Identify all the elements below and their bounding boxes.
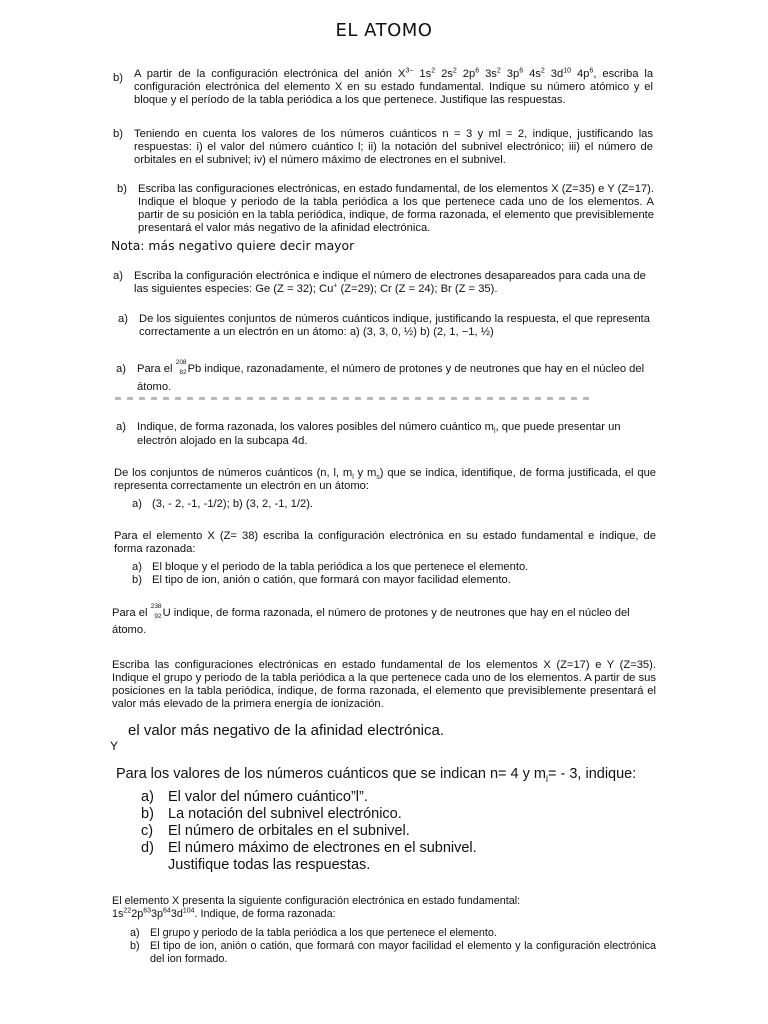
electron-configuration: $1s^{22}2p^{63}3p^{64}3d^{104}$ [112, 907, 195, 920]
electron-configuration: $1s^2$ $2s^2$ $2p^6$ $3s^2$ $3p^6$ $4s^2$ $3d^{10}$ $4p^6$ [419, 67, 594, 80]
stray-letter: Y [110, 739, 119, 753]
question-block [117, 183, 654, 235]
question-text: Escriba las configuraciones electrónicas en estado fundamental de los elementos X (Z=17) e Y (Z=35). Indique el grupo y periodo de la tabla periódica a la que pertenece cada uno de los elementos. A partir de sus posiciones en la tabla periódica, indique, de forma razonada, el elemento que previsiblemente presentará el valor más elevado de la primera energía de ionización. [112, 659, 656, 710]
isotope-notation: 238 92 [150, 603, 162, 620]
list-item: b) El tipo de ion, anión o catión, que formará con mayor facilidad el elemento y la configuración electrónica del ion formado. [130, 940, 656, 965]
question-block [116, 420, 652, 448]
question-text: Escriba la configuración electrónica e indique el número de electrones desapareados para cada una de las siguientes especies: Ge (Z = 32); Cu+ (Z=29); Cr (Z = 24); Br (Z = 35). [134, 270, 646, 295]
cropped-line-artifact [115, 397, 595, 400]
answer-list [141, 789, 676, 874]
question-text: El elemento X presenta la siguiente configuración electrónica en estado fundamental: [112, 895, 521, 907]
question-text: Para el elemento X (Z= 38) escriba la configuración electrónica en su estado fundamental e indique, de forma razonada: [114, 530, 656, 555]
list-item: a) El grupo y periodo de la tabla periódica a los que pertenece el elemento. [130, 927, 497, 939]
question-text: $1s^{22}2p^{63}3p^{64}3d^{104}$. Indique, de forma razonada: [112, 907, 336, 920]
list-item: a) (3, - 2, -1, -1/2); b) (3, 2, -1, 1/2). [132, 498, 314, 510]
question-label: b) [113, 128, 123, 140]
note-text: Nota: más negativo quiere decir mayor [111, 238, 355, 253]
question-label: b) [117, 183, 127, 195]
question-block [114, 467, 656, 511]
list-item: c) El número de orbitales en el subnivel. [141, 823, 410, 839]
ion-charge: 3− [405, 67, 414, 75]
question-text: Para el 208 82 Pb indique, razonadamente, el número de protones y de neutrones que hay en el núcleo del átomo. [137, 359, 645, 393]
question-text: Indique, de forma razonada, los valores posibles del número cuántico $m_l$, que puede presentar un electrón alojado en la subcapa 4d. [137, 421, 621, 447]
answer-fragment: el valor más negativo de la afinidad electrónica. [128, 722, 445, 739]
question-block [112, 659, 656, 711]
question-label: a) [113, 270, 123, 282]
list-item: d) El número máximo de electrones en el subnivel. [141, 840, 477, 856]
question-label: b) [113, 72, 123, 84]
list-item: b) La notación del subnivel electrónico. [141, 806, 402, 822]
question-block [113, 128, 653, 167]
answer-list [132, 561, 656, 587]
question-text: Escriba las configuraciones electrónicas, en estado fundamental, de los elementos X (Z=35) e Y (Z=17). Indique el bloque y periodo de la tabla periódica a los que pertenece cada uno de los elementos. A partir de su posición en la tabla periódica, indique, de forma razonada, el elemento que previsiblemente presentará el valor más negativo de la afinidad electrónica. [138, 183, 654, 234]
question-block [118, 313, 650, 339]
question-label: a) [116, 363, 126, 375]
question-text: Para el 238 92 U indique, de forma razonada, el número de protones y de neutrones que hay en el núcleo del átomo. [112, 603, 630, 636]
question-text: A partir de la configuración electrónica del anión $X^{3-}$ $1s^2$ $2s^2$ $2p^6$ $3s^2$ $3p^6$ $4s^2$ $3d^{10}$ $4p^6$, escriba la configuración electrónica del elemento X en su estado fundamental. Indique su número atómico y el bloque y el período de la tabla periódica a los que pertenece. Justifique las respuestas. [134, 67, 654, 106]
question-block [116, 766, 676, 874]
question-text: De los siguientes conjuntos de números cuánticos indique, justificando la respuesta, el que representa correctamente a un electrón en un átomo: a) (3, 3, 0, ½) b) (2, 1, −1, ½) [139, 313, 650, 338]
list-item: a) El valor del número cuántico”l”. [141, 789, 368, 805]
question-block [116, 360, 656, 396]
isotope-notation: 208 82 [175, 359, 187, 376]
question-label: a) [118, 313, 128, 325]
question-label: a) [116, 421, 126, 433]
question-text: Teniendo en cuenta los valores de los números cuánticos n = 3 y ml = 2, indique, justificando las respuestas: i) el valor del número cuántico l; ii) la notación del subnivel electrónico; iii) el número de orbitales en el subnivel; iv) el número máximo de electrones en el subnivel. [134, 128, 653, 166]
closing-instruction: Justifique todas las respuestas. [168, 857, 371, 873]
list-item: a) El bloque y el periodo de la tabla periódica a los que pertenece el elemento. [132, 561, 529, 573]
question-text: Para los valores de los números cuánticos que se indican n= 4 y $m_l= - 3$, indique: [116, 766, 637, 784]
question-text: De los conjuntos de números cuánticos (n, l, $m_l$ y $m_s$) que se indica, identifique, de forma justificada, el que representa correctamente un electrón en un átomo: [114, 467, 657, 492]
question-block [114, 530, 656, 587]
question-block [112, 895, 656, 966]
answer-list [130, 927, 656, 966]
question-block [112, 605, 656, 639]
question-block [113, 270, 653, 296]
page-title: EL ATOMO [335, 20, 433, 41]
question-block [113, 68, 653, 107]
list-item: b) El tipo de ion, anión o catión, que formará con mayor facilidad elemento. [132, 574, 511, 586]
